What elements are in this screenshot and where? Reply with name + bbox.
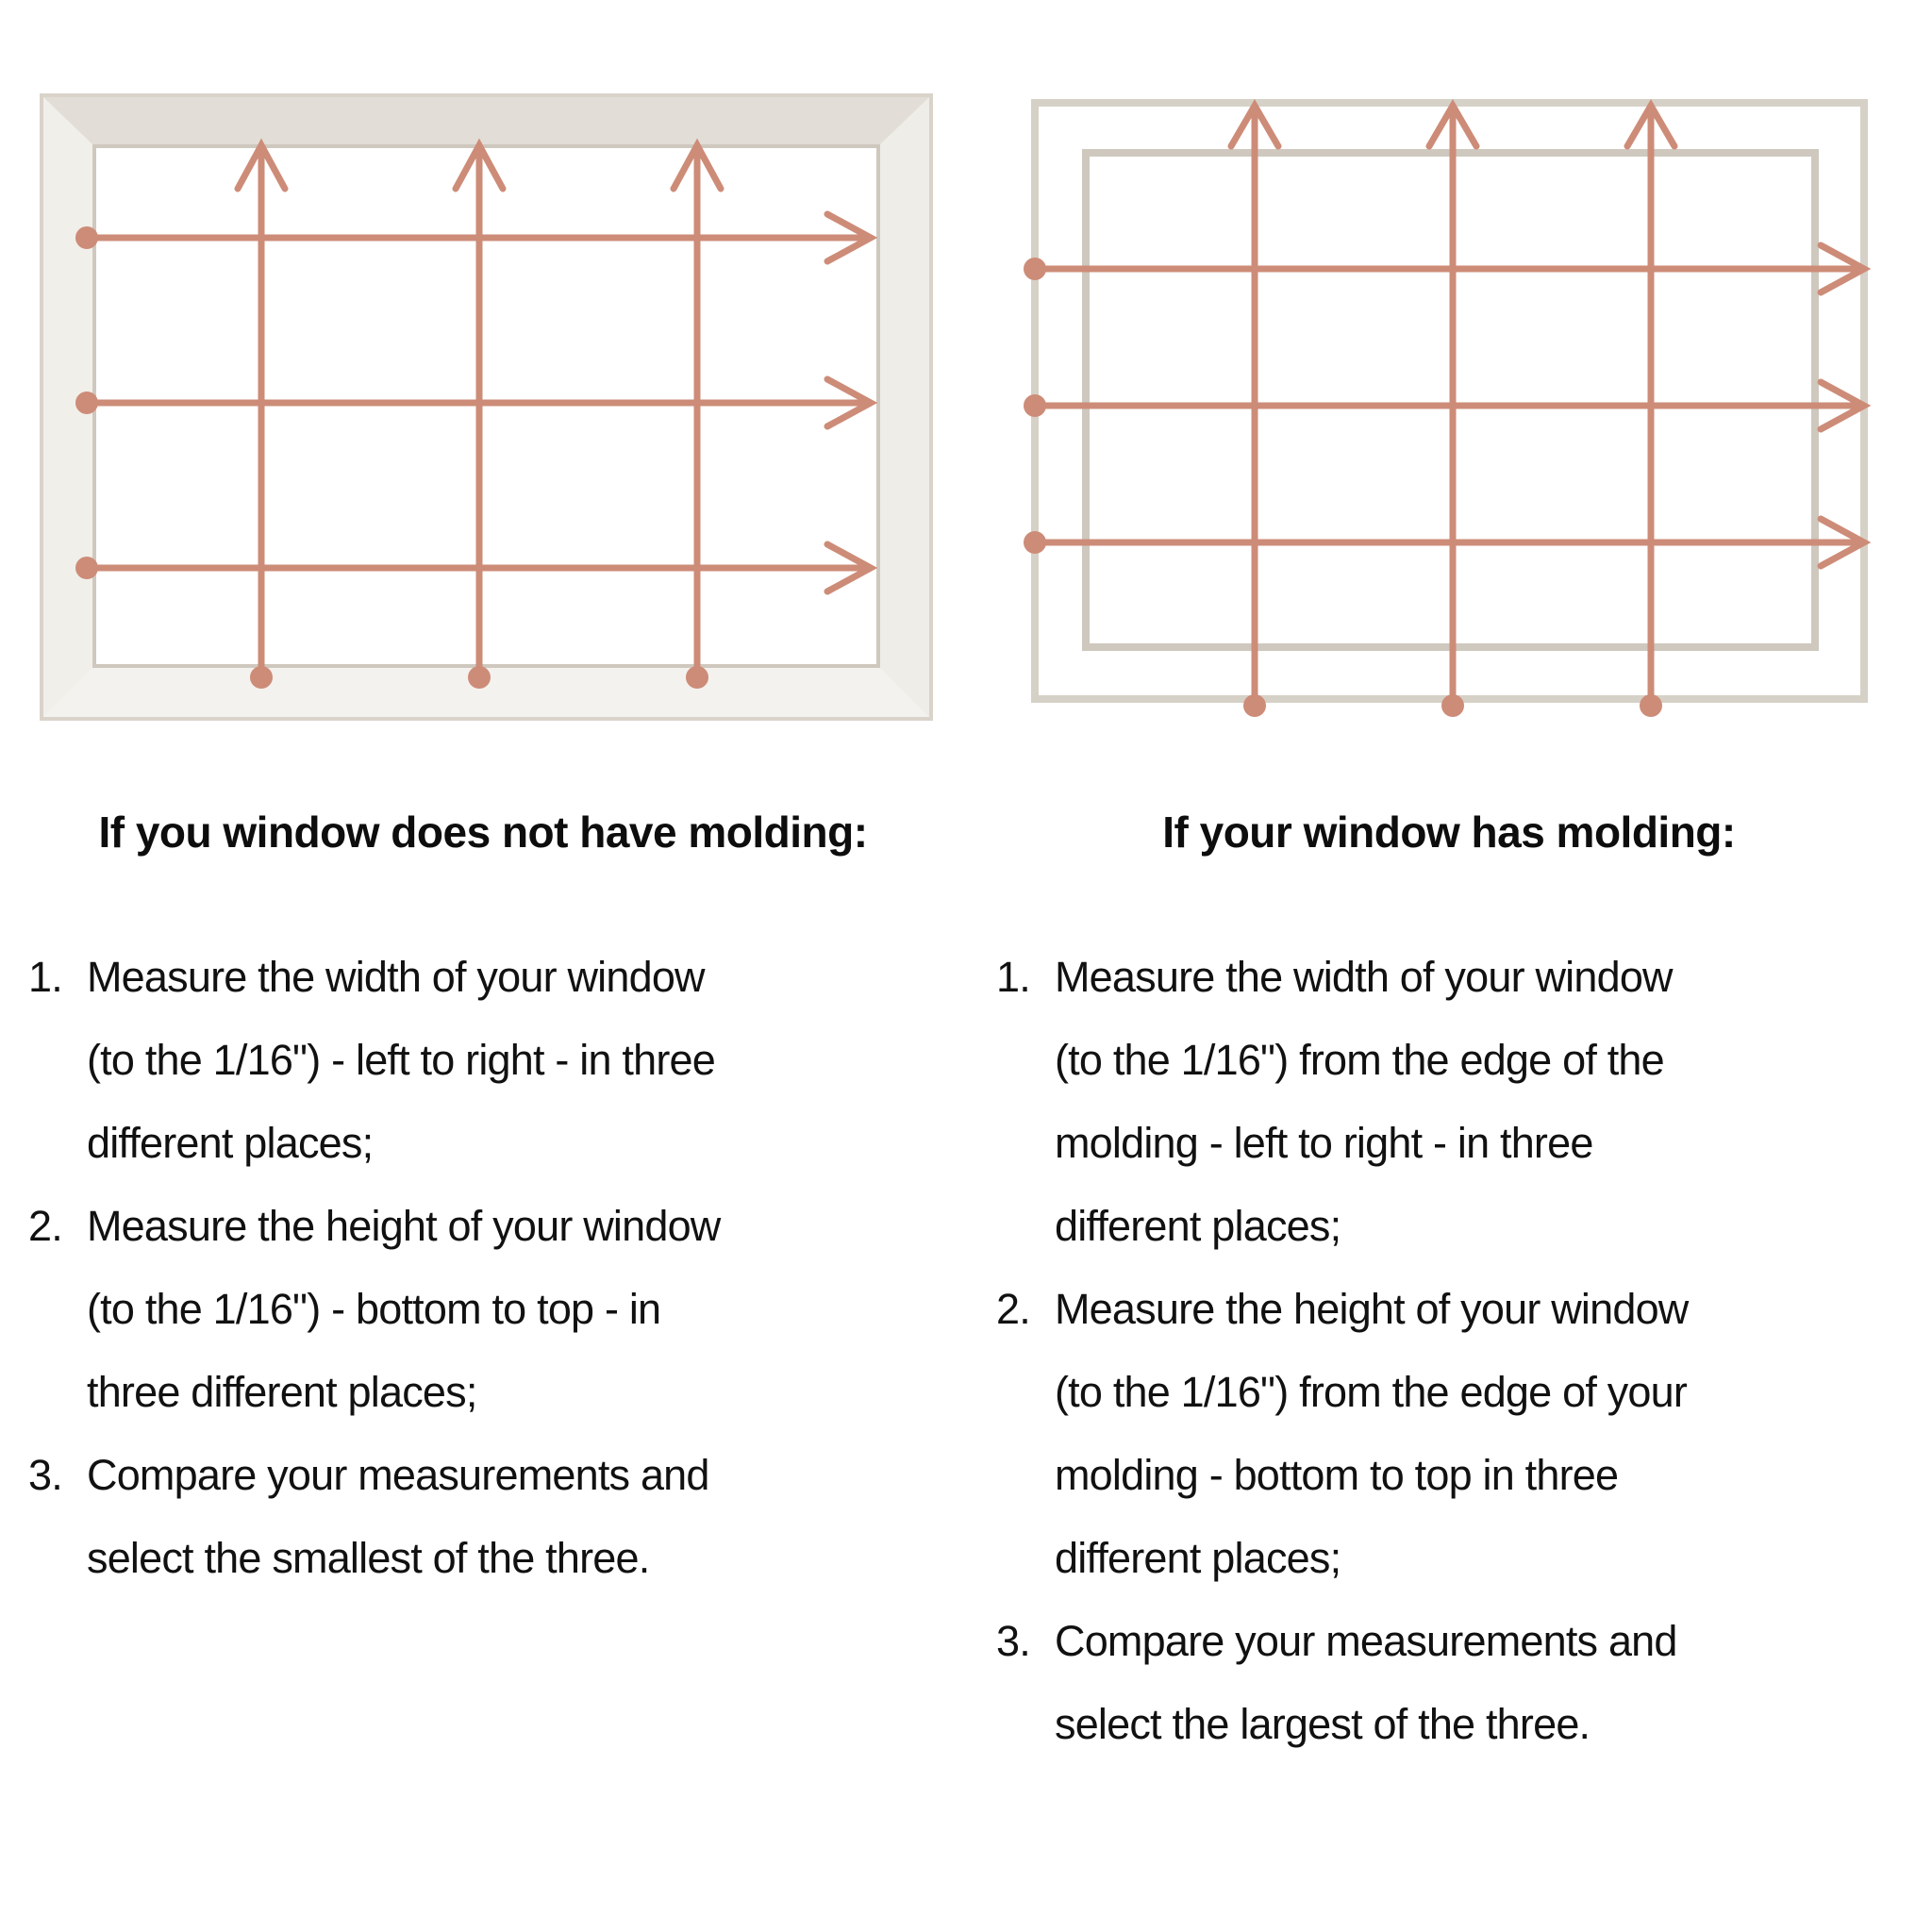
item-line: three different places; — [87, 1368, 477, 1416]
item-line: Measure the width of your window — [87, 953, 705, 1001]
instructions-no-molding — [28, 936, 974, 1600]
item-line: Compare your measurements and — [87, 1451, 709, 1499]
item-line: Measure the height of your window — [1055, 1285, 1689, 1333]
instructions-with-molding — [996, 936, 1932, 1766]
list-item — [28, 1434, 974, 1600]
item-line: (to the 1/16") - left to right - in three — [87, 1036, 715, 1084]
has-molding-heading: If your window has molding: — [1162, 808, 1736, 857]
item-number: 3. — [996, 1617, 1030, 1665]
no-molding-heading: If you window does not have molding: — [98, 808, 868, 857]
item-line: Measure the width of your window — [1055, 953, 1673, 1001]
item-line: different places; — [1055, 1202, 1341, 1250]
item-line: Compare your measurements and — [1055, 1617, 1677, 1665]
list-item — [996, 1600, 1932, 1766]
window-frame — [43, 97, 929, 717]
item-number: 1. — [28, 953, 62, 1001]
item-number: 2. — [996, 1285, 1030, 1333]
item-line: different places; — [87, 1119, 374, 1167]
item-line: different places; — [1055, 1534, 1341, 1582]
item-number: 3. — [28, 1451, 62, 1499]
item-line: (to the 1/16") from the edge of the — [1055, 1036, 1664, 1084]
window-opening — [92, 144, 880, 668]
item-line: (to the 1/16") - bottom to top - in — [87, 1285, 661, 1333]
item-number: 1. — [996, 953, 1030, 1001]
list-item — [28, 1185, 974, 1434]
item-line: Measure the height of your window — [87, 1202, 721, 1250]
item-number: 2. — [28, 1202, 62, 1250]
item-line: select the smallest of the three. — [87, 1534, 650, 1582]
window-frame-outline — [1082, 149, 1819, 651]
list-item — [996, 1268, 1932, 1600]
item-line: (to the 1/16") from the edge of your — [1055, 1368, 1688, 1416]
item-line: select the largest of the three. — [1055, 1700, 1591, 1748]
item-line: molding - left to right - in three — [1055, 1119, 1593, 1167]
list-item — [996, 936, 1932, 1268]
item-line: molding - bottom to top in three — [1055, 1451, 1619, 1499]
list-item — [28, 936, 974, 1185]
